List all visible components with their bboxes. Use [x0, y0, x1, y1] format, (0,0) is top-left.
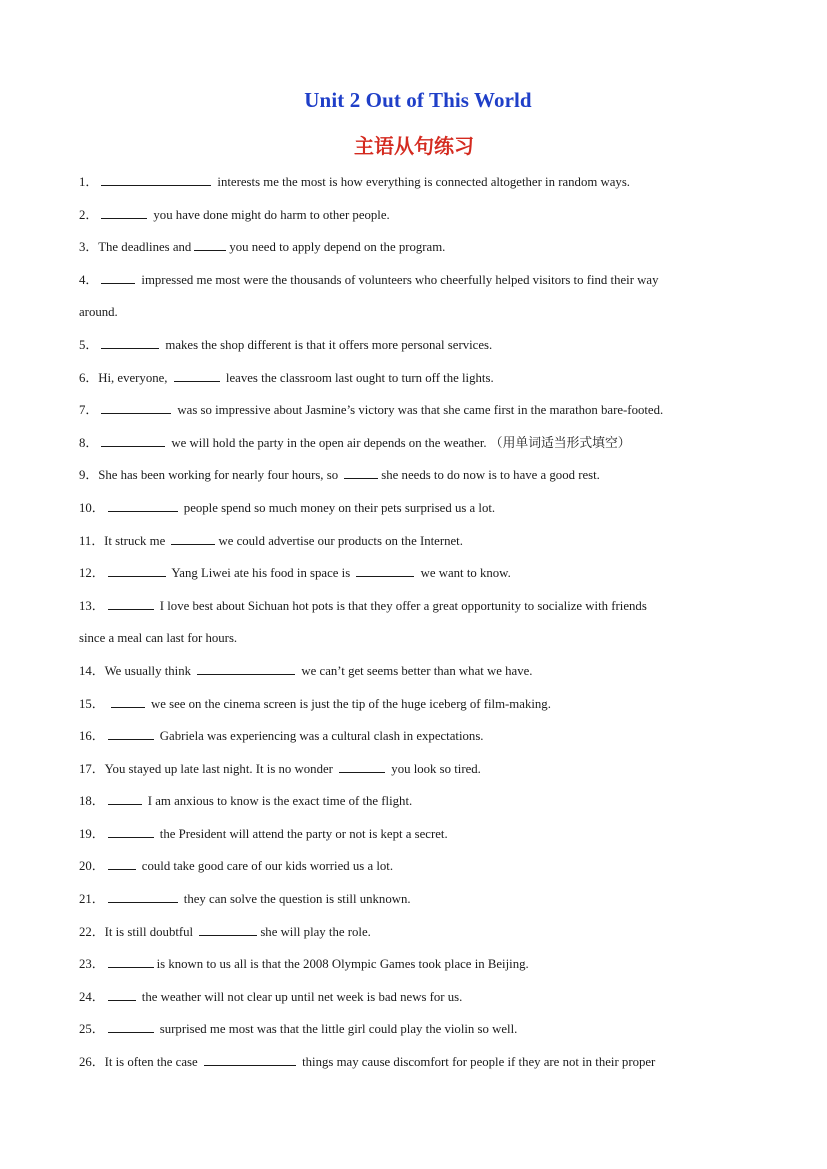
- answer-blank[interactable]: [101, 400, 171, 414]
- answer-blank[interactable]: [194, 237, 226, 251]
- question-text: we can’t get seems better than what we have.: [298, 663, 533, 678]
- question-number: 16．: [79, 729, 105, 744]
- question-text: could take good care of our kids worried us a lot.: [138, 859, 394, 874]
- question-item: [79, 789, 739, 822]
- question-text: I love best about Sichuan hot pots is that they offer a great opportunity to socialize with friends: [156, 598, 647, 613]
- question-text: surprised me most was that the little girl could play the violin so well.: [156, 1022, 518, 1037]
- question-text: is known to us all is that the 2008 Olympic Games took place in Beijing.: [156, 957, 529, 972]
- question-text: We usually think: [104, 663, 195, 678]
- question-text: You stayed up late last night. It is no wonder: [104, 761, 337, 776]
- question-text: we want to know.: [417, 566, 511, 581]
- question-continuation: since a meal can last for hours.: [79, 631, 238, 646]
- question-text: She has been working for nearly four hours, so: [98, 468, 342, 483]
- question-text: you need to apply depend on the program.: [229, 240, 446, 255]
- question-text: you have done might do harm to other people.: [150, 207, 390, 222]
- question-item: [79, 1050, 739, 1083]
- question-item: [79, 985, 739, 1018]
- question-item: [79, 822, 739, 855]
- question-text: we could advertise our products on the Internet.: [218, 533, 463, 548]
- question-item: [79, 235, 739, 268]
- question-item: [79, 366, 739, 399]
- question-item: [79, 659, 739, 692]
- question-text: It is still doubtful: [104, 924, 197, 939]
- question-number: 21．: [79, 892, 105, 907]
- question-number: 5．: [79, 337, 99, 352]
- page-title: Unit 2 Out of This World: [304, 88, 532, 112]
- page-subtitle: 主语从句练习: [354, 134, 474, 158]
- question-item: [79, 333, 739, 366]
- question-number: 25．: [79, 1022, 105, 1037]
- question-text: makes the shop different is that it offers more personal services.: [162, 337, 493, 352]
- question-item: [79, 692, 739, 725]
- question-text: was so impressive about Jasmine’s victory was that she came first in the marathon bare-footed.: [174, 403, 664, 418]
- question-number: 15．: [79, 696, 105, 711]
- question-text: she needs to do now is to have a good rest.: [381, 468, 600, 483]
- question-text: things may cause discomfort for people if they are not in their proper: [298, 1055, 656, 1070]
- question-item: [79, 268, 739, 301]
- question-item: [79, 431, 739, 464]
- question-number: 4．: [79, 272, 99, 287]
- question-text: interests me the most is how everything is connected altogether in random ways.: [214, 175, 631, 189]
- question-number: 1．: [79, 175, 99, 189]
- answer-blank[interactable]: [171, 531, 215, 545]
- question-item: [79, 203, 739, 236]
- answer-blank[interactable]: [339, 759, 385, 773]
- question-item: [79, 529, 739, 562]
- answer-blank[interactable]: [108, 856, 136, 870]
- question-item: [79, 398, 739, 431]
- question-text: the weather will not clear up until net week is bad news for us.: [138, 989, 463, 1004]
- answer-blank[interactable]: [204, 1052, 296, 1066]
- answer-blank[interactable]: [101, 205, 147, 219]
- question-item: [79, 757, 739, 790]
- question-text: the President will attend the party or not is kept a secret.: [156, 826, 448, 841]
- answer-blank[interactable]: [197, 661, 295, 675]
- question-number: 14．: [79, 663, 105, 678]
- question-number: 11．: [79, 533, 105, 548]
- question-number: 12．: [79, 566, 105, 581]
- question-text: Gabriela was experiencing was a cultural clash in expectations.: [156, 729, 484, 744]
- question-number: 24．: [79, 989, 105, 1004]
- question-number: 8．: [79, 435, 99, 450]
- question-number: 2．: [79, 207, 99, 222]
- question-text: Yang Liwei ate his food in space is: [168, 566, 354, 581]
- question-item: [79, 952, 739, 985]
- answer-blank[interactable]: [108, 726, 154, 740]
- answer-blank[interactable]: [108, 954, 154, 968]
- question-list: [79, 170, 739, 1083]
- question-number: 19．: [79, 826, 105, 841]
- question-text: The deadlines and: [98, 240, 192, 255]
- question-text: we see on the cinema screen is just the tip of the huge iceberg of film-making.: [147, 696, 551, 711]
- question-text: you look so tired.: [388, 761, 481, 776]
- answer-blank[interactable]: [101, 270, 135, 284]
- question-text: Hi, everyone,: [98, 370, 171, 385]
- answer-blank[interactable]: [101, 433, 165, 447]
- answer-blank[interactable]: [108, 987, 136, 1001]
- answer-blank[interactable]: [108, 596, 154, 610]
- answer-blank[interactable]: [108, 1019, 154, 1033]
- question-text: impressed me most were the thousands of volunteers who cheerfully helped visitors to find their way: [138, 272, 659, 287]
- question-item: [79, 463, 739, 496]
- question-continuation: around.: [79, 305, 118, 320]
- question-number: 6．: [79, 370, 99, 385]
- question-number: 20．: [79, 859, 105, 874]
- question-number: 3．: [79, 240, 99, 255]
- question-text: leaves the classroom last ought to turn off the lights.: [222, 370, 494, 385]
- question-text: I am anxious to know is the exact time of the flight.: [144, 794, 413, 809]
- question-text: It struck me: [104, 533, 169, 548]
- answer-blank[interactable]: [344, 465, 378, 479]
- question-number: 22．: [79, 924, 105, 939]
- answer-blank[interactable]: [108, 791, 142, 805]
- question-text: It is often the case: [104, 1055, 201, 1070]
- question-item: [79, 561, 739, 594]
- answer-blank[interactable]: [108, 824, 154, 838]
- question-item: [79, 854, 739, 887]
- question-number: 18．: [79, 794, 105, 809]
- question-item: [79, 1017, 739, 1050]
- answer-blank[interactable]: [108, 498, 178, 512]
- question-number: 17．: [79, 761, 105, 776]
- answer-blank[interactable]: [101, 335, 159, 349]
- answer-blank[interactable]: [111, 694, 145, 708]
- question-item: [79, 170, 739, 203]
- question-item: [79, 496, 739, 529]
- question-text: we will hold the party in the open air depends on the weather. （用单词适当形式填空）: [168, 435, 631, 450]
- answer-blank[interactable]: [199, 922, 257, 936]
- question-item: [79, 594, 739, 627]
- question-number: 13．: [79, 598, 105, 613]
- question-number: 7．: [79, 403, 99, 418]
- question-text: [105, 697, 108, 711]
- answer-blank[interactable]: [108, 563, 166, 577]
- question-text: they can solve the question is still unknown.: [180, 892, 411, 907]
- question-number: 9．: [79, 468, 99, 483]
- question-number: 26．: [79, 1055, 105, 1070]
- question-item: [79, 724, 739, 757]
- question-text: she will play the role.: [260, 924, 371, 939]
- question-item: [79, 887, 739, 920]
- answer-blank[interactable]: [101, 172, 211, 186]
- question-item: [79, 920, 739, 953]
- question-number: 23．: [79, 957, 105, 972]
- answer-blank[interactable]: [108, 889, 178, 903]
- answer-blank[interactable]: [356, 563, 414, 577]
- question-number: 10．: [79, 500, 105, 515]
- question-text: people spend so much money on their pets surprised us a lot.: [180, 500, 496, 515]
- answer-blank[interactable]: [174, 368, 220, 382]
